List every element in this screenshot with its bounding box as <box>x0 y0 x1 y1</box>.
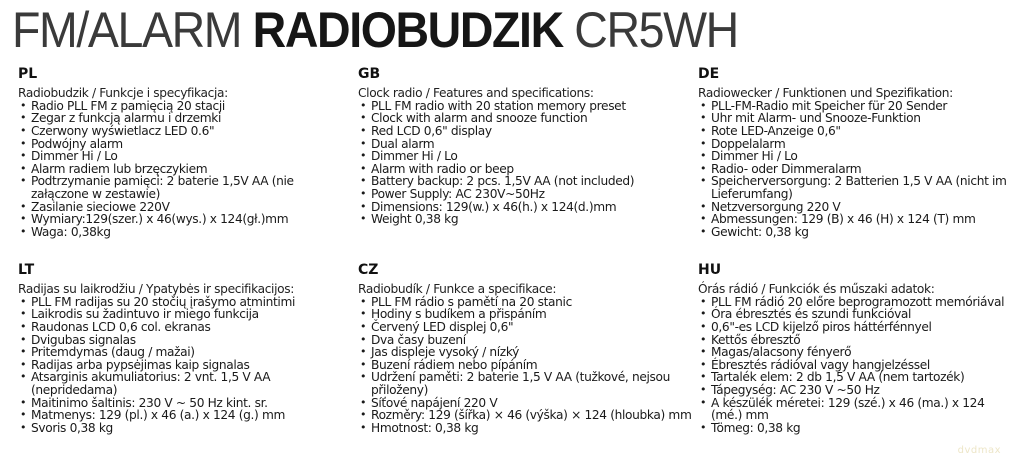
spec-item: • PLL FM rádió 20 előre beprogramozott memóriával <box>698 296 1014 309</box>
spec-item: • Power Supply: AC 230V~50Hz <box>358 188 694 201</box>
spec-item: • PLL FM radijas su 20 stočių įrašymo atmintimi <box>18 296 354 309</box>
spec-item: • Dva časy buzení <box>358 334 694 347</box>
spec-item: • Kettős ébresztő <box>698 334 1014 347</box>
spec-item: • Alarm radiem lub brzęczykiem <box>18 163 354 176</box>
spec-item: • Radio- oder Dimmeralarm <box>698 163 1014 176</box>
language-code: GB <box>358 66 381 82</box>
spec-item: • Speicherversorgung: 2 Batterien 1,5 V AA (nicht im Lieferumfang) <box>698 175 1014 200</box>
spec-item: • Dimmer Hi / Lo <box>18 150 354 163</box>
spec-list <box>354 100 694 226</box>
spec-item: • Hodiny s budíkem a přispáním <box>358 308 694 321</box>
spec-item: • Dvigubas signalas <box>18 334 354 347</box>
spec-item: • Laikrodis su žadintuvo ir miego funkcija <box>18 308 354 321</box>
spec-item: • PLL-FM-Radio mit Speicher für 20 Sender <box>698 100 1014 113</box>
spec-list <box>14 100 354 239</box>
spec-item: • Ébresztés rádióval vagy hangjelzéssel <box>698 359 1014 372</box>
spec-item: • Magas/alacsony fényerő <box>698 346 1014 359</box>
spec-item: • Clock with alarm and snooze function <box>358 112 694 125</box>
spec-item: • Pritemdymas (daug / mažai) <box>18 346 354 359</box>
spec-item: • Buzení rádiem nebo pípáním <box>358 359 694 372</box>
spec-item: • Radijas arba pypsėjimas kaip signalas <box>18 359 354 372</box>
spec-list <box>354 296 694 435</box>
spec-item: • Zasilanie sieciowe 220V <box>18 201 354 214</box>
title-product-name: RADIOBUDZIK <box>252 2 563 58</box>
spec-item: • Síťové napájení 220 V <box>358 397 694 410</box>
spec-item: • Podtrzymanie pamięci: 2 baterie 1,5V AA (nie załączone w zestawie) <box>18 175 354 200</box>
spec-item: • Svoris 0,38 kg <box>18 422 354 435</box>
section-de <box>694 66 1014 238</box>
spec-item: • Raudonas LCD 0,6 col. ekranas <box>18 321 354 334</box>
language-code: CZ <box>358 262 379 278</box>
language-code: HU <box>698 262 722 278</box>
spec-item: • Alarm with radio or beep <box>358 163 694 176</box>
section-hu <box>694 262 1014 434</box>
spec-item: • PLL FM rádio s pamětí na 20 stanic <box>358 296 694 309</box>
spec-list <box>694 296 1014 435</box>
section-gb <box>354 66 694 226</box>
spec-list <box>694 100 1014 239</box>
title-model: CR5WH <box>562 2 738 58</box>
section-subtitle: Radiobudík / Funkce a specifikace: <box>358 282 557 296</box>
title-prefix: FM/ALARM <box>12 2 253 58</box>
spec-item: • Zegar z funkcją alarmu i drzemki <box>18 112 354 125</box>
spec-item: • Maitinimo šaltinis: 230 V ~ 50 Hz kint. sr. <box>18 397 354 410</box>
section-subtitle: Radiobudzik / Funkcje i specyfikacja: <box>18 86 228 100</box>
spec-item: • Abmessungen: 129 (B) x 46 (H) x 124 (T) mm <box>698 213 1014 226</box>
section-subtitle: Radijas su laikrodžiu / Ypatybės ir specifikacijos: <box>18 282 294 296</box>
spec-item: • Matmenys: 129 (pl.) x 46 (a.) x 124 (g.) mm <box>18 409 354 422</box>
spec-item: • Hmotnost: 0,38 kg <box>358 422 694 435</box>
language-code: LT <box>18 262 35 278</box>
spec-item: • Doppelalarm <box>698 138 1014 151</box>
spec-item: • Óra ébresztés és szundi funkcióval <box>698 308 1014 321</box>
spec-item: • Waga: 0,38kg <box>18 226 354 239</box>
spec-item: • Weight 0,38 kg <box>358 213 694 226</box>
spec-item: • Tömeg: 0,38 kg <box>698 422 1014 435</box>
language-code: PL <box>18 66 38 82</box>
spec-item: • PLL FM radio with 20 station memory preset <box>358 100 694 113</box>
spec-item: • Czerwony wyświetlacz LED 0.6" <box>18 125 354 138</box>
spec-item: • Dimmer Hi / Lo <box>358 150 694 163</box>
section-lt <box>14 262 354 434</box>
spec-list <box>14 296 354 435</box>
spec-item: • Uhr mit Alarm- und Snooze-Funktion <box>698 112 1014 125</box>
spec-item: • 0,6"-es LCD kijelző piros háttérfénnyel <box>698 321 1014 334</box>
spec-item: • Netzversorgung 220 V <box>698 201 1014 214</box>
spec-item: • Wymiary:129(szer.) x 46(wys.) x 124(gł.)mm <box>18 213 354 226</box>
spec-item: • Jas displeje vysoký / nízký <box>358 346 694 359</box>
spec-item: • A készülék méretei: 129 (szé.) x 46 (ma.) x 124 (mé.) mm <box>698 397 1014 422</box>
spec-item: • Atsarginis akumuliatorius: 2 vnt. 1,5 V AA (nepridedama) <box>18 371 354 396</box>
spec-item: • Udržení paměti: 2 baterie 1,5 V AA (tužkové, nejsou přiloženy) <box>358 371 694 396</box>
page-title <box>12 2 738 58</box>
language-code: DE <box>698 66 720 82</box>
spec-item: • Rozměry: 129 (šířka) × 46 (výška) × 124 (hloubka) mm <box>358 409 694 422</box>
section-subtitle: Órás rádió / Funkciók és műszaki adatok: <box>698 282 935 296</box>
spec-item: • Rote LED-Anzeige 0,6" <box>698 125 1014 138</box>
section-subtitle: Clock radio / Features and specifications: <box>358 86 594 100</box>
section-cz <box>354 262 694 434</box>
spec-item: • Červený LED displej 0,6" <box>358 321 694 334</box>
section-pl <box>14 66 354 238</box>
spec-item: • Dimensions: 129(w.) x 46(h.) x 124(d.)mm <box>358 201 694 214</box>
spec-item: • Battery backup: 2 pcs. 1,5V AA (not included) <box>358 175 694 188</box>
spec-item: • Dual alarm <box>358 138 694 151</box>
section-subtitle: Radiowecker / Funktionen und Spezifikation: <box>698 86 953 100</box>
spec-item: • Red LCD 0,6" display <box>358 125 694 138</box>
spec-item: • Tápegység: AC 230 V ~50 Hz <box>698 384 1014 397</box>
spec-item: • Gewicht: 0,38 kg <box>698 226 1014 239</box>
spec-item: • Dimmer Hi / Lo <box>698 150 1014 163</box>
spec-item: • Podwójny alarm <box>18 138 354 151</box>
spec-item: • Radio PLL FM z pamięcią 20 stacji <box>18 100 354 113</box>
spec-item: • Tartalék elem: 2 db 1,5 V AA (nem tartozék) <box>698 371 1014 384</box>
watermark: dvdmax <box>957 445 1001 456</box>
